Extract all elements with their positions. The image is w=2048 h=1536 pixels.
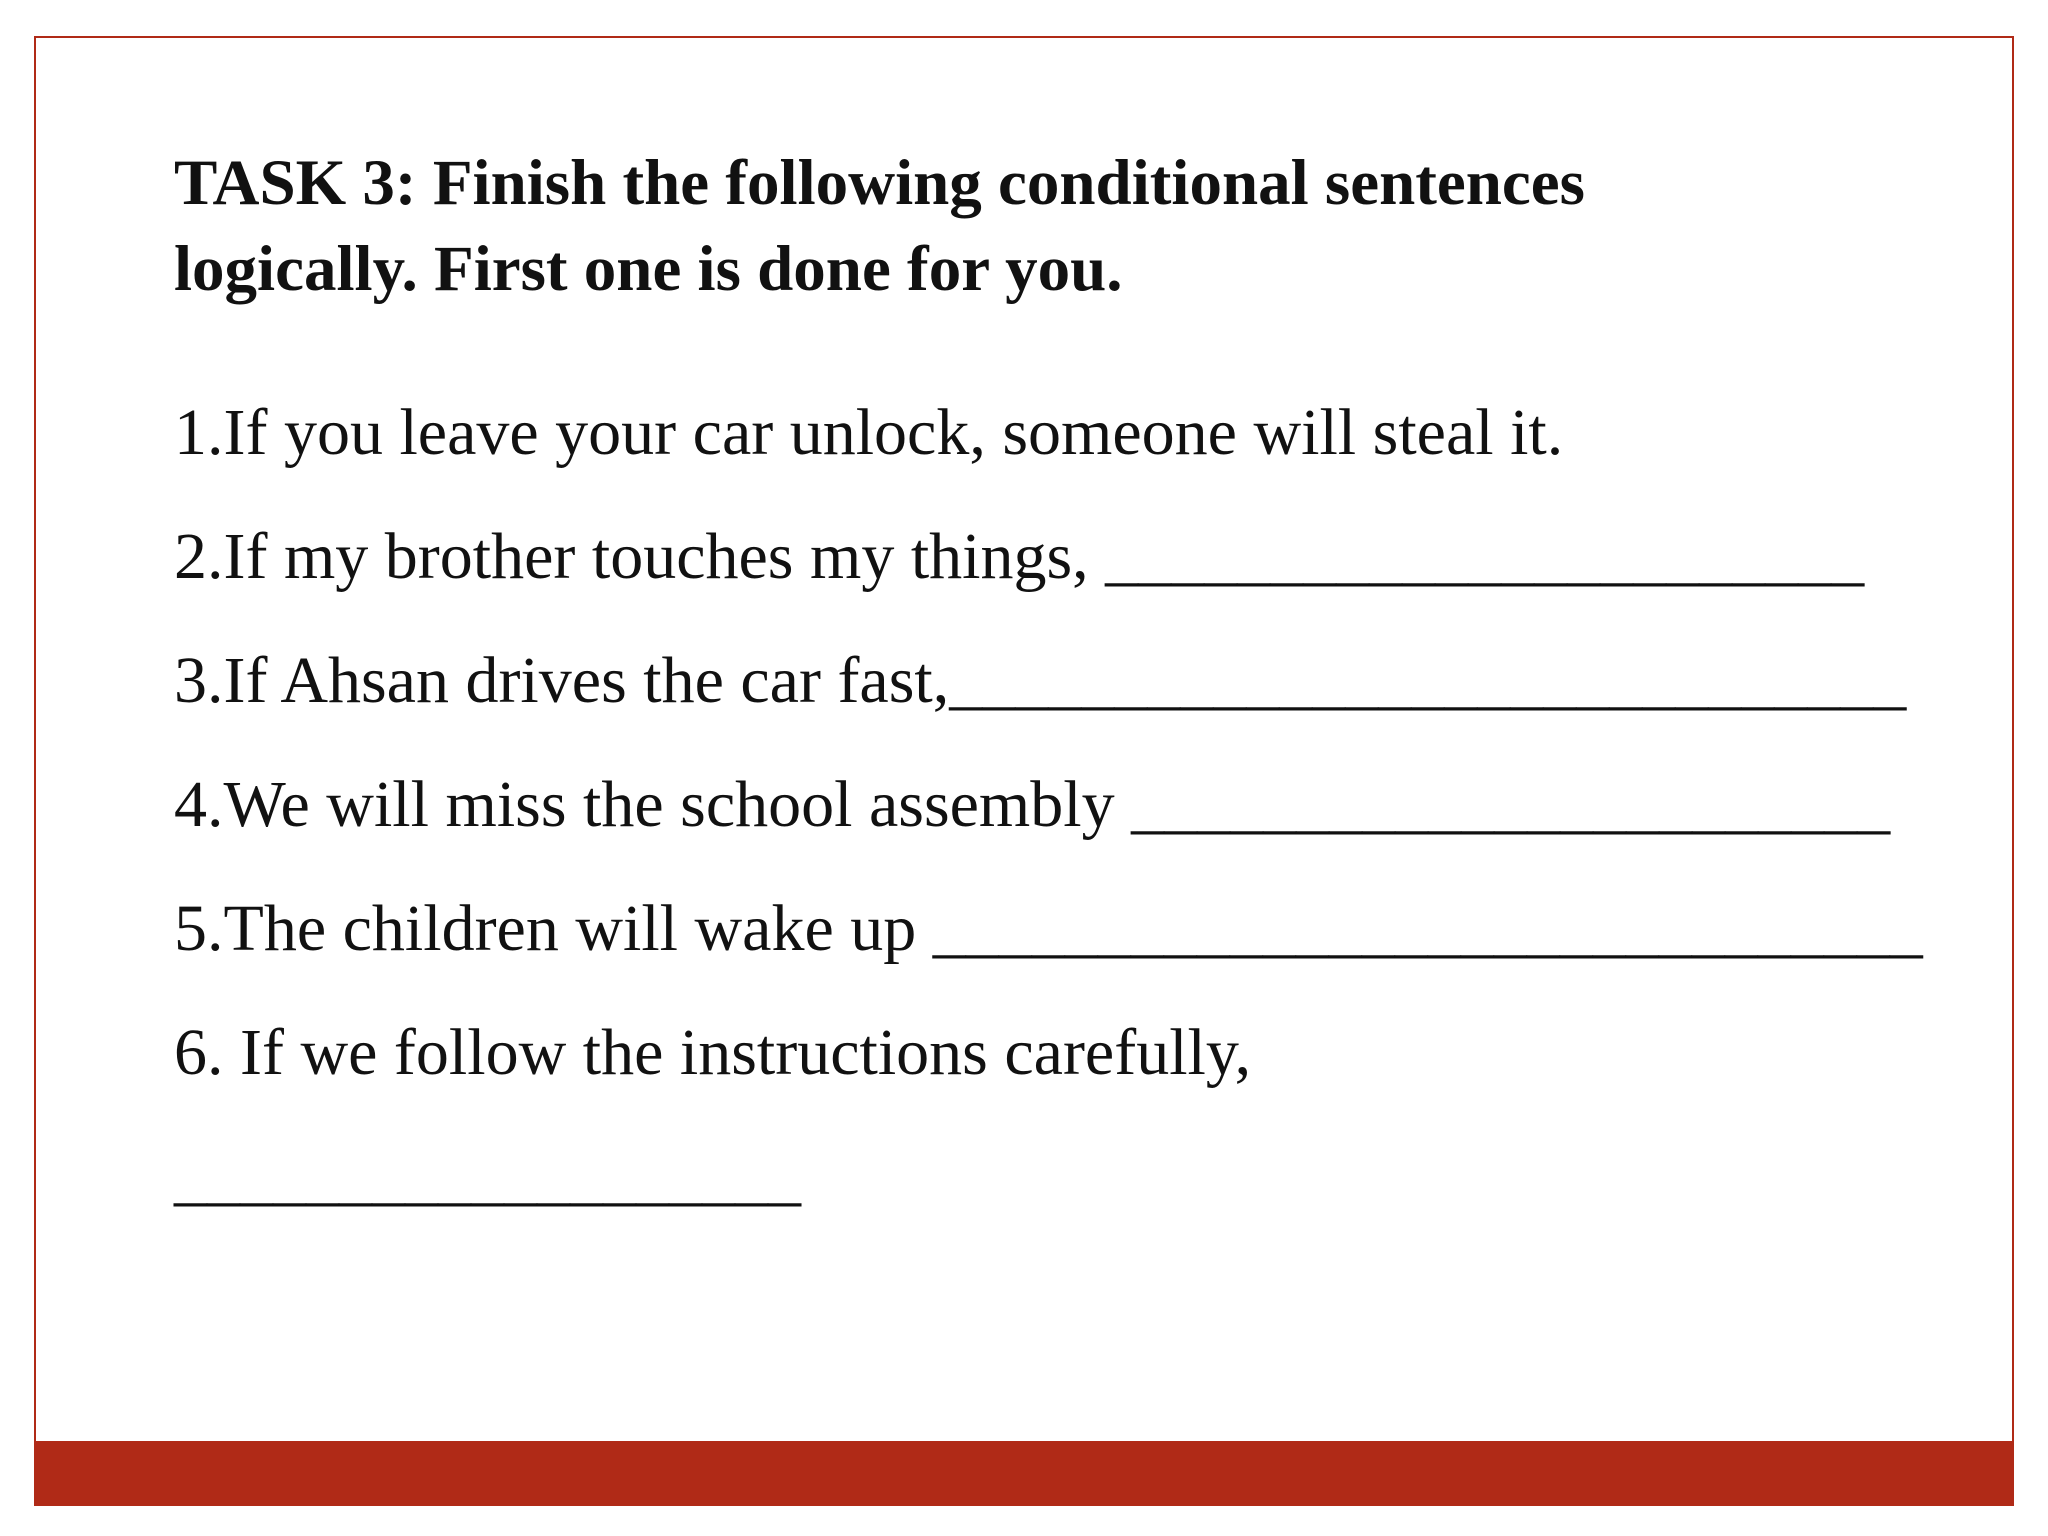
task-title-line2: logically. First one is done for you. [174, 233, 1123, 305]
sentence-2: 2.If my brother touches my things, _______________________ [174, 520, 1865, 593]
sentence-1: 1.If you leave your car unlock, someone will steal it. [174, 396, 1564, 469]
task-title [174, 140, 1874, 312]
footer-bar [34, 1441, 2014, 1506]
sentence-5: 5.The children will wake up ______________________________ [174, 892, 1923, 965]
sentence-6: 6. If we follow the instructions carefully, [174, 1016, 1252, 1089]
sentence-4: 4.We will miss the school assembly _______________________ [174, 768, 1891, 841]
sentence-3: 3.If Ahsan drives the car fast,_____________________________ [174, 644, 1907, 717]
task-title-line1: TASK 3: Finish the following conditional sentences [174, 147, 1585, 219]
sentence-6-answer-blank: ___________________ [174, 1140, 801, 1213]
